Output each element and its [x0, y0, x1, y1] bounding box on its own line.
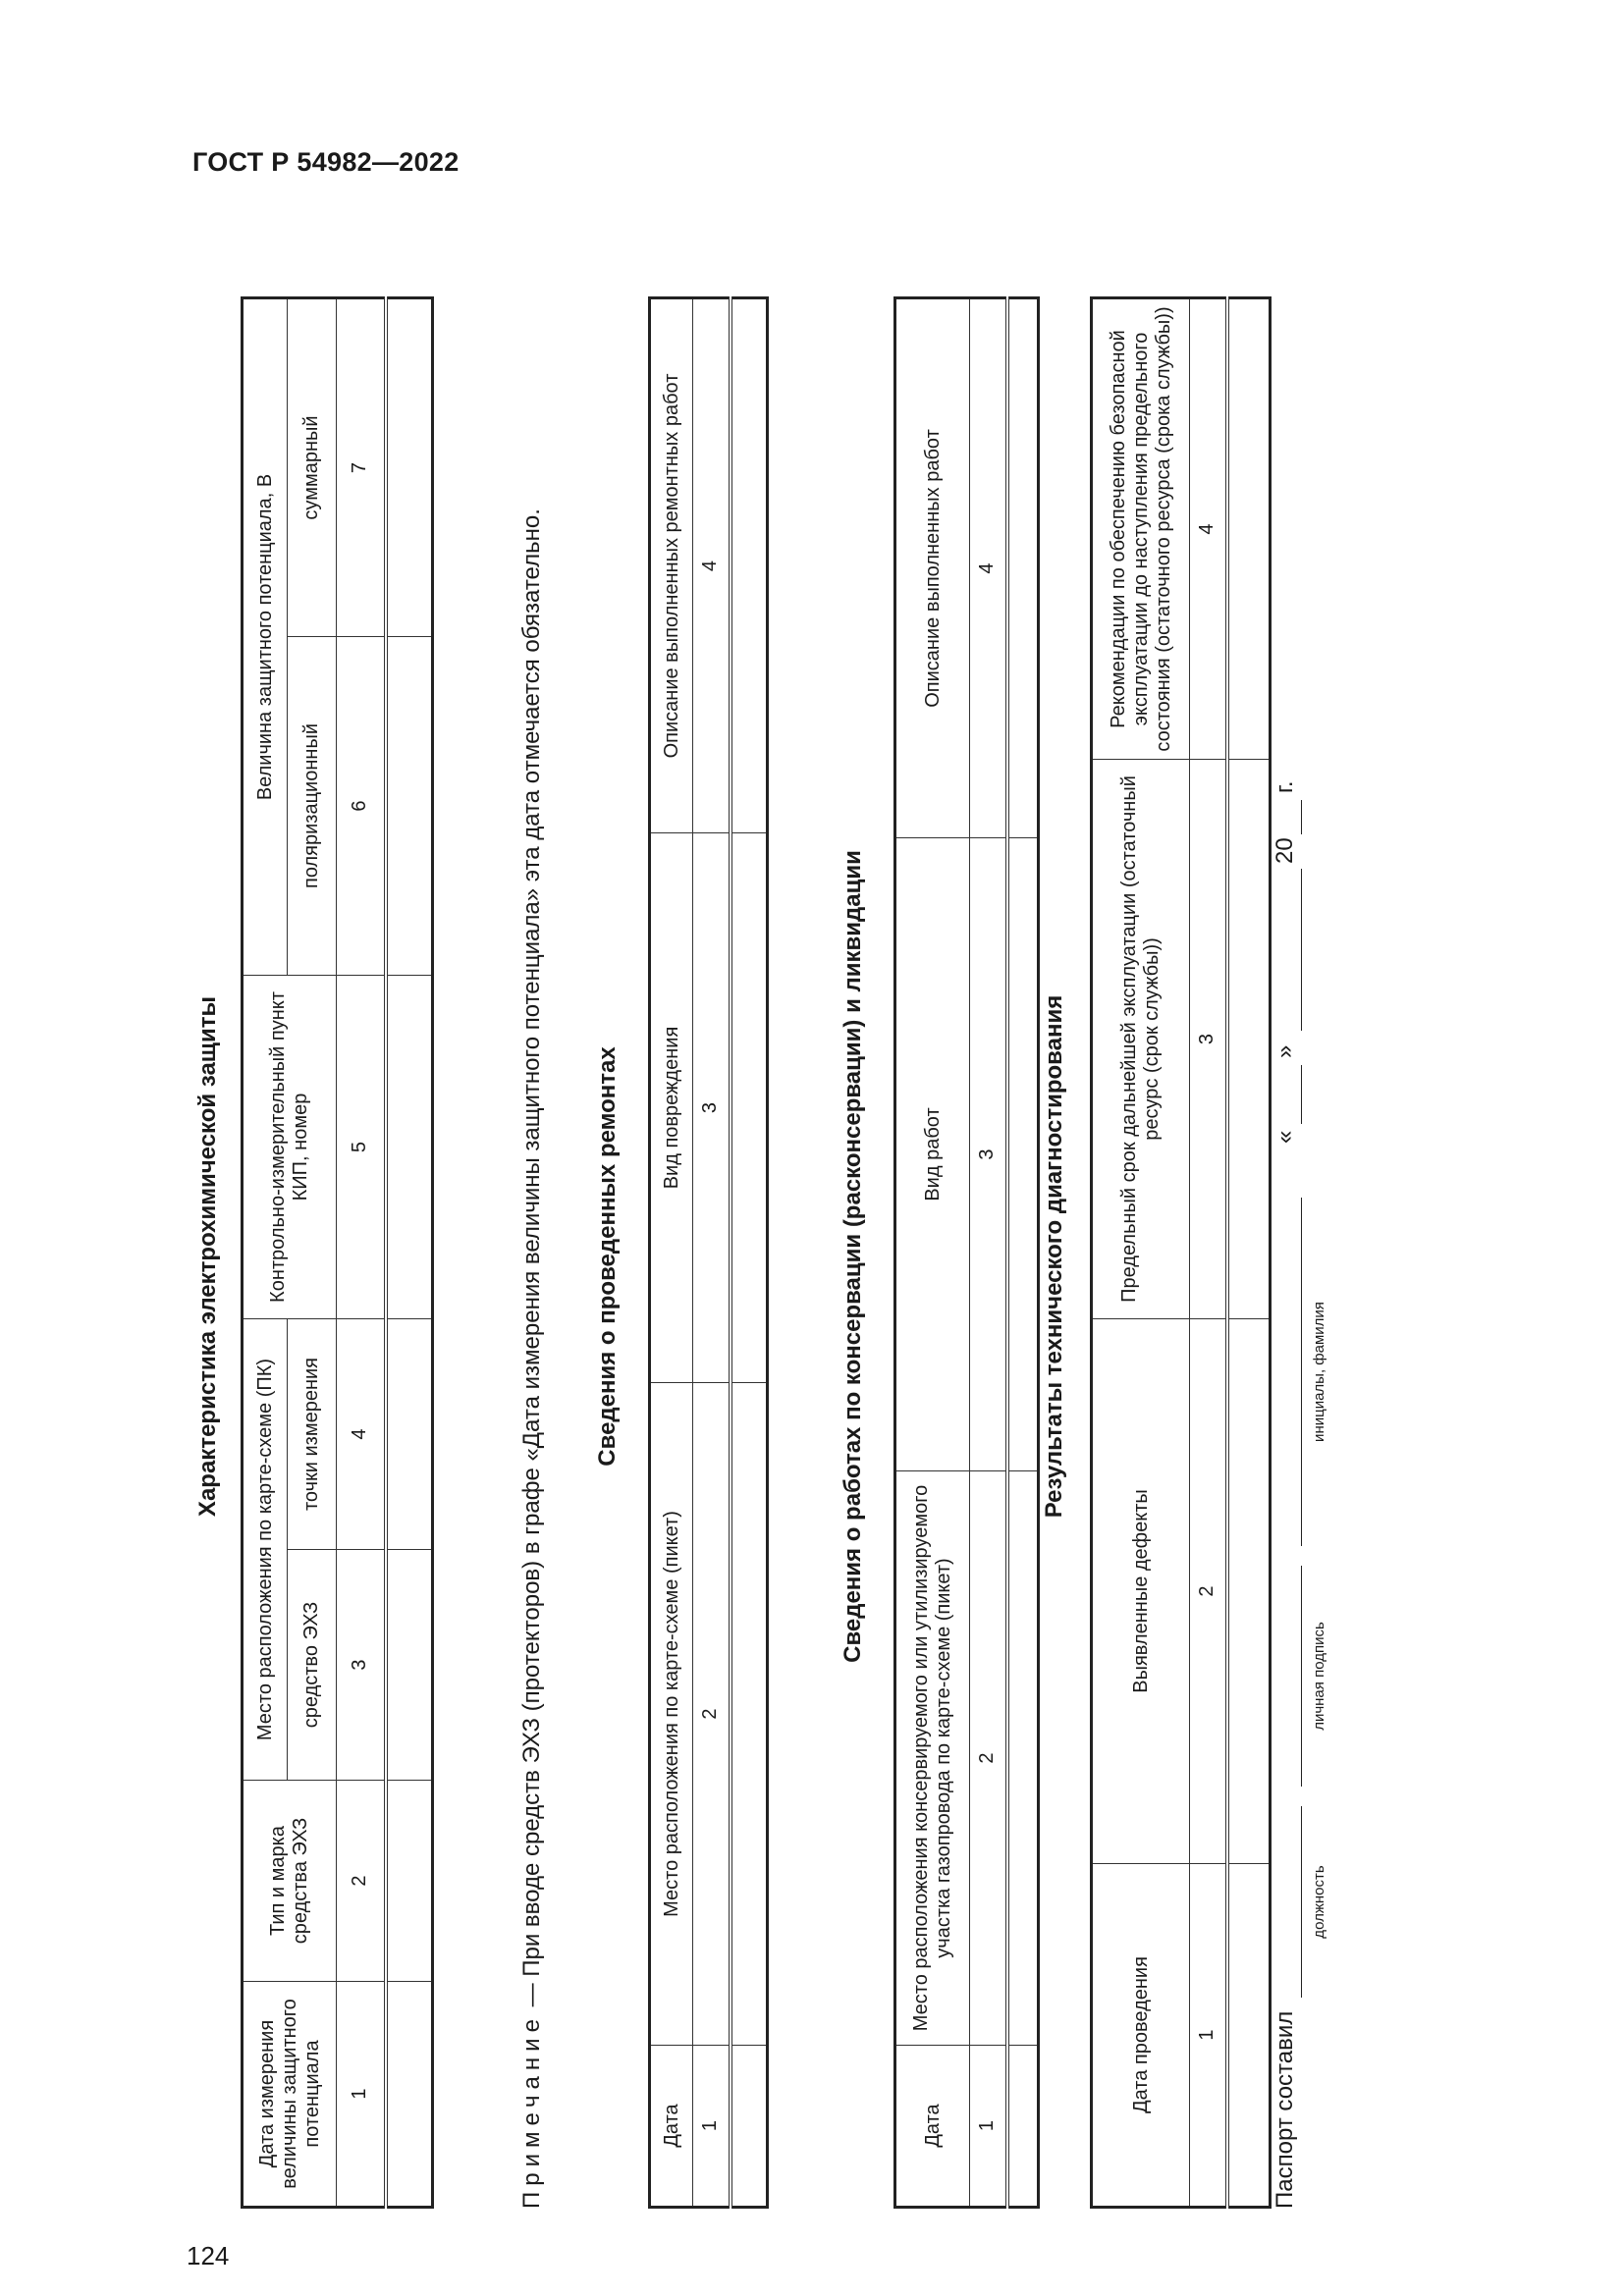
num-cell: 4 [337, 1319, 386, 1550]
table-cell [386, 297, 433, 636]
sign-line [1301, 1566, 1302, 1787]
day-line [1301, 1065, 1302, 1124]
ehz-table [241, 296, 434, 2209]
document-header: ГОСТ Р 54982—2022 [192, 147, 460, 177]
num-cell: 1 [970, 2046, 1007, 2208]
conservation-title: Сведения о работах по консервации (расконсервации) и ликвидации [839, 850, 866, 1663]
table-cell [1007, 838, 1039, 1471]
table-cell [386, 1781, 433, 1982]
num-cell: 3 [337, 1550, 386, 1781]
table-cell [386, 1550, 433, 1781]
col-date: Дата измерения величины защитного потенциала [243, 1982, 337, 2208]
conservation-table [893, 296, 1040, 2209]
diagnostics-col-date: Дата проведения [1092, 1864, 1190, 2208]
repairs-col-date: Дата [650, 2046, 693, 2208]
num-cell: 1 [693, 2046, 731, 2208]
month-line [1301, 869, 1302, 1031]
rotated-content [187, 245, 1463, 2268]
num-cell: 7 [337, 297, 386, 636]
diagnostics-title: Результаты технического диагностирования [1041, 994, 1067, 1519]
table-cell [386, 976, 433, 1319]
table-cell [1007, 2046, 1039, 2208]
num-cell: 3 [970, 838, 1007, 1471]
year-prefix: 20 [1272, 837, 1298, 864]
table-cell [386, 1319, 433, 1550]
table-cell [1007, 1471, 1039, 2046]
note-label: Примечание [518, 2013, 545, 2209]
date-open-quote: « [1272, 1130, 1298, 1144]
table-cell [386, 637, 433, 976]
position-caption: должность [1311, 1865, 1327, 1939]
table-cell [731, 833, 768, 1383]
col-sum: суммарный [288, 297, 337, 636]
table-cell [731, 1383, 768, 2046]
table-cell [731, 2046, 768, 2208]
col-points: точки измерения [288, 1319, 337, 1550]
name-line [1301, 1198, 1302, 1546]
num-cell: 2 [693, 1383, 731, 2046]
ehz-title: Характеристика электрохимической защиты [194, 995, 221, 1518]
num-cell: 1 [337, 1982, 386, 2208]
repairs-col-location: Место расположения по карте-схеме (пикет) [650, 1383, 693, 2046]
num-cell: 3 [693, 833, 731, 1383]
year-suffix: г. [1272, 780, 1298, 793]
num-cell: 4 [970, 298, 1007, 838]
col-location: Место расположения по карте-схеме (ПК) [243, 1319, 288, 1781]
page-number: 124 [187, 2241, 230, 2270]
diagnostics-col-defects: Выявленные дефекты [1092, 1319, 1190, 1864]
col-polar: поляризационный [288, 637, 337, 976]
signature-block [1272, 285, 1340, 2209]
col-type: Тип и марка средства ЭХЗ [243, 1781, 337, 1982]
conservation-col-location: Место расположения консервируемого или утилизируемого участка газопровода по карте-схеме (пикет) [895, 1471, 970, 2046]
position-line [1301, 1806, 1302, 1998]
table-cell [731, 298, 768, 833]
table-cell [1227, 298, 1271, 760]
conservation-col-description: Описание выполненных работ [895, 298, 970, 838]
table-cell [1227, 760, 1271, 1319]
diagnostics-col-recommendations: Рекомендации по обеспечению безопасной эксплуатации до наступления предельного состояния (остаточного ресурса (срока службы)) [1092, 298, 1190, 760]
num-cell: 4 [693, 298, 731, 833]
date-close-quote: » [1272, 1044, 1298, 1058]
repairs-col-description: Описание выполненных ремонтных работ [650, 298, 693, 833]
table-cell [1227, 1864, 1271, 2208]
num-cell: 6 [337, 637, 386, 976]
ehz-note [515, 324, 550, 2209]
col-kip: Контрольно-измерительный пункт КИП, номер [243, 976, 337, 1319]
num-cell: 4 [1190, 298, 1227, 760]
repairs-title: Сведения о проведенных ремонтах [594, 1046, 621, 1467]
col-potential: Величина защитного потенциала, В [243, 297, 288, 975]
num-cell: 2 [1190, 1319, 1227, 1864]
table-cell [1007, 298, 1039, 838]
sign-caption: личная подпись [1311, 1622, 1327, 1731]
repairs-table [648, 296, 769, 2209]
year-line [1301, 800, 1302, 834]
num-cell: 5 [337, 976, 386, 1319]
signature-label: Паспорт составил [1272, 2010, 1298, 2209]
num-cell: 2 [337, 1781, 386, 1982]
table-cell [1227, 1319, 1271, 1864]
name-caption: инициалы, фамилия [1311, 1302, 1327, 1442]
repairs-col-damage: Вид повреждения [650, 833, 693, 1383]
num-cell: 3 [1190, 760, 1227, 1319]
col-means: средство ЭХЗ [288, 1550, 337, 1781]
diagnostics-table [1090, 296, 1272, 2209]
conservation-col-work-type: Вид работ [895, 838, 970, 1471]
diagnostics-col-term: Предельный срок дальнейшей эксплуатации (остаточный ресурс (срок службы)) [1092, 760, 1190, 1319]
note-text: — При вводе средств ЭХЗ (протекторов) в графе «Дата измерения величины защитного потенциала» эта дата отмечается обязательно. [518, 508, 545, 2014]
table-cell [386, 1982, 433, 2208]
conservation-col-date: Дата [895, 2046, 970, 2208]
num-cell: 1 [1190, 1864, 1227, 2208]
num-cell: 2 [970, 1471, 1007, 2046]
